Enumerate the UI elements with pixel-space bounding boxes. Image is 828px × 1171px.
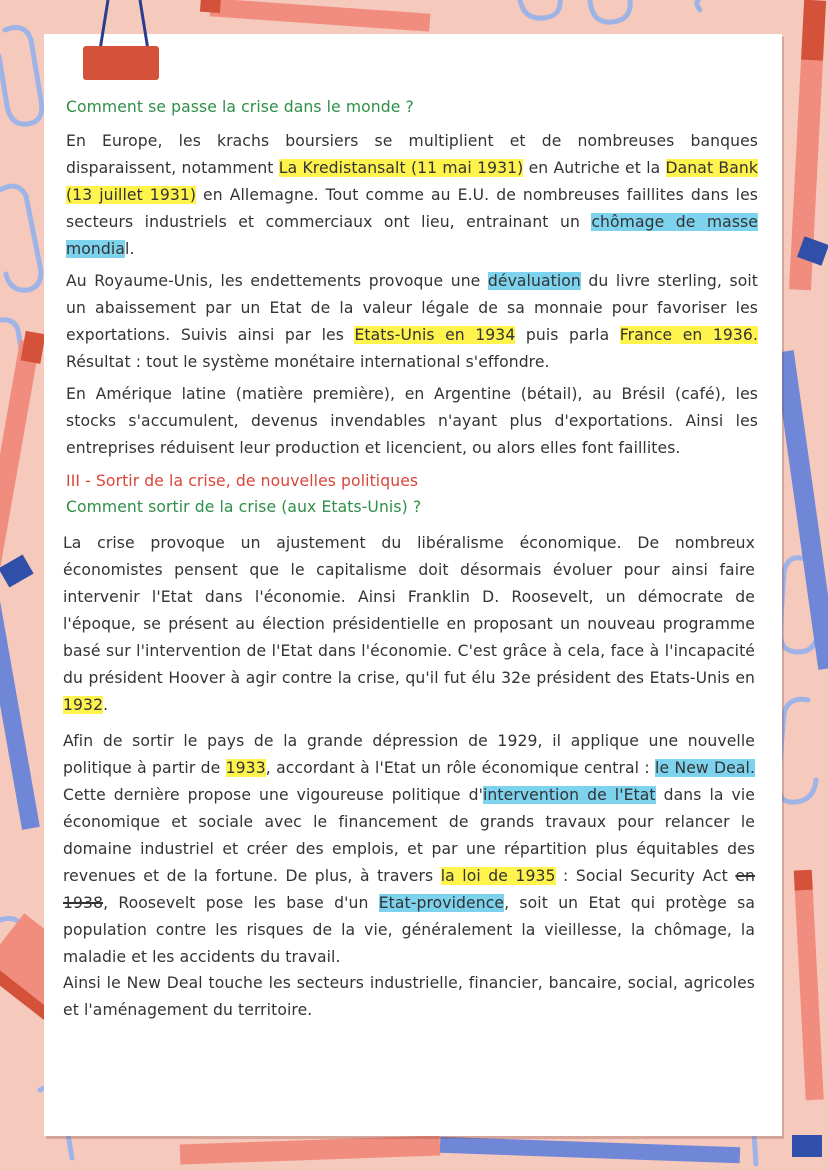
highlight: La Kredistansalt (11 mai 1931) xyxy=(278,159,524,177)
highlight: Danat Bank (13 juillet 1931) xyxy=(66,159,758,204)
highlight: chômage de masse mondia xyxy=(66,213,758,258)
highlight: Etats-Unis en 1934 xyxy=(354,326,516,344)
struck-text: en 1938 xyxy=(63,867,756,912)
section2-question: Comment sortir de la crise (aux Etats-Unis) ? xyxy=(66,498,422,516)
pencil-icon xyxy=(180,1135,441,1164)
highlight: intervention de l'Etat xyxy=(483,786,656,804)
highlight: 1933 xyxy=(225,759,266,777)
pencil-icon xyxy=(210,0,431,32)
paperclip-icon xyxy=(0,28,42,125)
highlight: la loi de 1935 xyxy=(440,867,556,885)
highlight: le New Deal. xyxy=(655,759,755,777)
binder-clip-icon xyxy=(792,1135,822,1157)
pencil-icon xyxy=(794,880,823,1101)
section2-paragraph-3: Ainsi le New Deal touche les secteurs industrielle, financier, bancaire, social, agricoles et l'aménagement du territoire. xyxy=(63,974,755,1019)
section2-title: III - Sortir de la crise, de nouvelles politiques xyxy=(66,472,419,490)
section1-paragraph-2: Au Royaume-Unis, les endettements provoque une dévaluation du livre sterling, soit un abaissement par un Etat de la valeur légale de sa monnaie pour favoriser les exportations. Suivis ainsi par les Etats-Unis en 1934 puis parla France en 1936. Résultat : tout le système monétaire international s'effondre. xyxy=(66,272,759,371)
highlight: 1932 xyxy=(63,696,104,714)
pencil-icon xyxy=(440,1137,740,1163)
paperclip-icon xyxy=(590,0,630,22)
section1-question: Comment se passe la crise dans le monde ? xyxy=(66,98,414,116)
section2-paragraph-2: Afin de sortir le pays de la grande dépression de 1929, il applique une nouvelle politique à partir de 1933, accordant à l'Etat un rôle économique central : le New Deal. Cette dernière propose une vigoureuse politique d'intervention de l'Etat dans la vie économique et sociale avec le financement de grands travaux pour relancer le domaine industriel et créer des emplois, et par une répartition plus équitables des revenues et de la fortune. De plus, à travers la loi de 1935 : Social Security Act en 1938, Roosevelt pose les base d'un Etat-providence, soit un Etat qui protège sa population contre les risques de la vie, généralement la vieillesse, la chômage, la maladie et les accidents du travail. xyxy=(63,732,756,966)
pencil-icon xyxy=(0,600,40,830)
pencil-icon xyxy=(0,340,40,570)
paperclip-icon xyxy=(0,186,41,290)
section1-paragraph-3: En Amérique latine (matière première), en Argentine (bétail), au Brésil (café), les stocks s'accumulent, devenus invendables n'ayant plus d'exportations. Ainsi les entreprises réduisent leur production et licencient, ou alors elles font faillites. xyxy=(66,385,758,457)
section2-paragraph-1: La crise provoque un ajustement du libéralisme économique. De nombreux économistes pensent que le capitalisme doit désormais évoluer pour ainsi faire intervenir l'Etat dans l'économie. Ainsi Franklin D. Roosevelt, un démocrate de l'époque, se présent au élection présidentielle en proposant un nouveau programme basé sur l'intervention de l'Etat dans l'économie. C'est grâce à cela, face à l'incapacité du président Hoover à agir contre la crise, qu'il fut élu 32e président des Etats-Unis en 1932. xyxy=(63,534,755,714)
paperclip-icon xyxy=(520,0,560,18)
section1-paragraph-1: En Europe, les krachs boursiers se multiplient et de nombreuses banques disparaissent, notamment La Kredistansalt (11 mai 1931) en Autriche et la Danat Bank (13 juillet 1931) en Allemagne. Tout comme au E.U. de nombreuses faillites dans les secteurs industriels et commerciaux ont lieu, entrainant un chômage de masse mondial. xyxy=(66,132,759,258)
highlight: dévaluation xyxy=(487,272,581,290)
binder-clip-icon xyxy=(0,554,34,587)
paperclip-icon xyxy=(778,699,816,802)
highlight: France en 1936. xyxy=(619,326,759,344)
binder-clip-body xyxy=(83,46,159,80)
highlight: Etat-providence xyxy=(378,894,505,912)
paperclip-icon xyxy=(697,0,772,10)
